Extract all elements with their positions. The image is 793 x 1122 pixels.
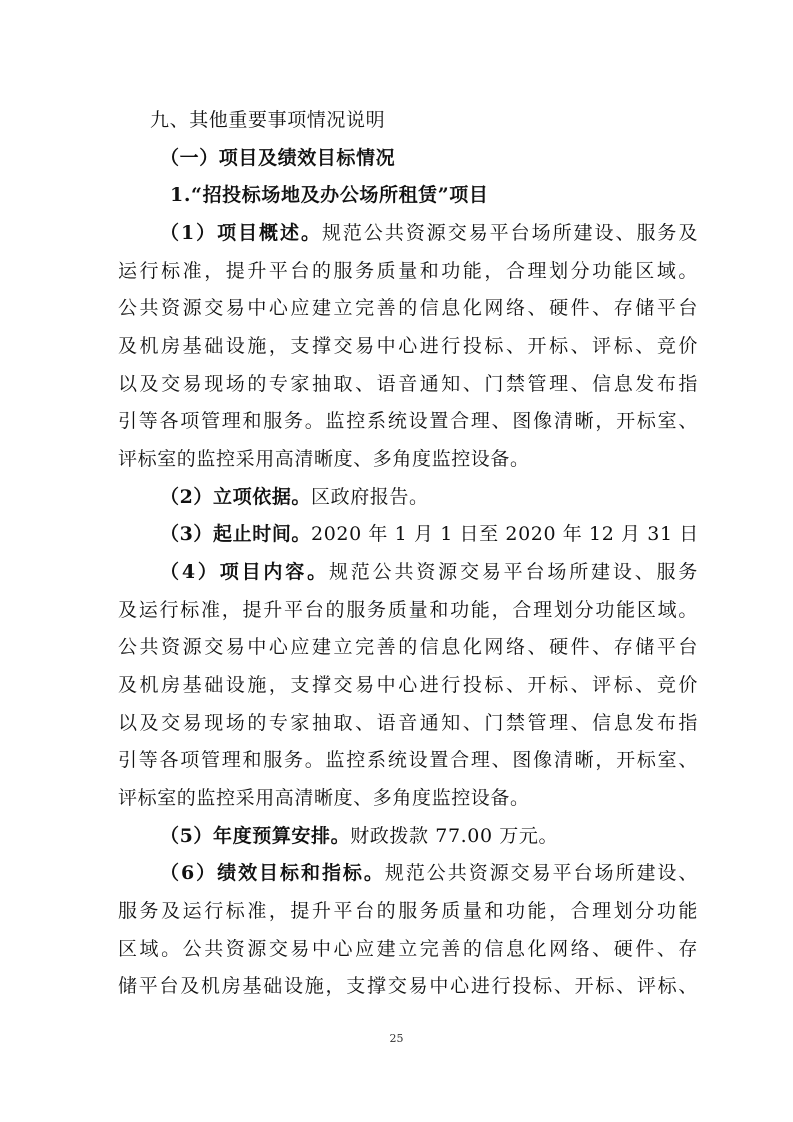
paragraph-line: 储平台及机房基础设施，支撑交易中心进行投标、开标、评标、 [118,975,698,997]
paragraph-period [160,521,698,547]
paragraph-line: 评标室的监控采用高清晰度、多角度监控设备。 [118,448,530,470]
subsection-heading: （一）项目及绩效目标情况 [160,147,396,169]
basis-text: 区政府报告。 [311,486,429,508]
period-label: （3）起止时间。 [160,523,312,545]
paragraph-overview-first-line [160,220,698,246]
goals-text: 规范公共资源交易平台场所建设、 [384,862,698,884]
paragraph-line: 及运行标准，提升平台的服务质量和功能，合理划分功能区域。 [118,599,698,621]
overview-text: 规范公共资源交易平台场所建设、服务及 [321,222,698,244]
paragraph-line: 引等各项管理和服务。监控系统设置合理、图像清晰，开标室、 [118,410,698,432]
content-text: 规范公共资源交易平台场所建设、服务 [328,561,698,583]
paragraph-line: 以及交易现场的专家抽取、语音通知、门禁管理、信息发布指 [118,712,698,734]
paragraph-line: 公共资源交易中心应建立完善的信息化网络、硬件、存储平台 [118,297,698,319]
paragraph-line: 及机房基础设施，支撑交易中心进行投标、开标、评标、竞价 [118,674,698,696]
overview-label: （1）项目概述。 [160,222,322,244]
paragraph-line: 运行标准，提升平台的服务质量和功能，合理划分功能区域。 [118,260,698,282]
project-heading: 1.“招投标场地及办公场所租赁”项目 [170,184,489,206]
section-heading: 九、其他重要事项情况说明 [150,109,386,131]
paragraph-line: 以及交易现场的专家抽取、语音通知、门禁管理、信息发布指 [118,373,698,395]
goals-label: （6）绩效目标和指标。 [160,862,385,884]
budget-text: 财政拨款 77.00 万元。 [350,825,559,847]
paragraph-basis [160,484,698,510]
paragraph-budget [160,823,698,849]
paragraph-goals-first-line [160,860,698,886]
basis-label: （2）立项依据。 [160,486,312,508]
page-number: 25 [389,1032,404,1045]
paragraph-line: 引等各项管理和服务。监控系统设置合理、图像清晰，开标室、 [118,749,698,771]
budget-label: （5）年度预算安排。 [160,825,351,847]
paragraph-line: 评标室的监控采用高清晰度、多角度监控设备。 [118,787,530,809]
paragraph-line: 区域。公共资源交易中心应建立完善的信息化网络、硬件、存 [118,938,698,960]
paragraph-line: 公共资源交易中心应建立完善的信息化网络、硬件、存储平台 [118,636,698,658]
period-text: 2020 年 1 月 1 日至 2020 年 12 月 31 日 [311,523,699,545]
paragraph-line: 服务及运行标准，提升平台的服务质量和功能，合理划分功能 [118,900,698,922]
content-label: （4）项目内容。 [160,561,329,583]
paragraph-content-first-line [160,559,698,585]
paragraph-line: 及机房基础设施，支撑交易中心进行投标、开标、评标、竞价 [118,335,698,357]
